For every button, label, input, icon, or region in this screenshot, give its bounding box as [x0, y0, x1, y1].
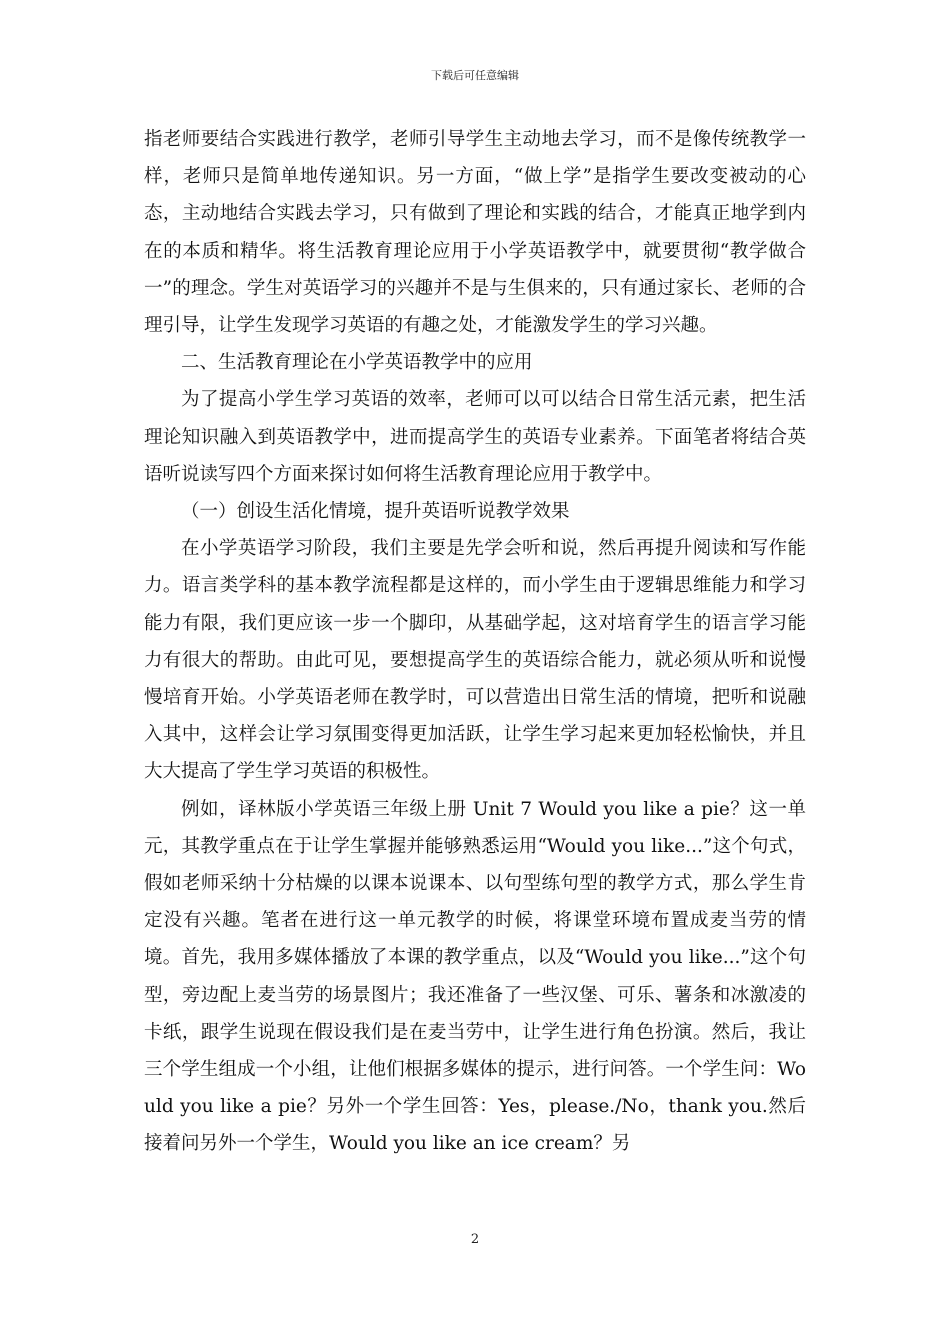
paragraph-continued: 指老师要结合实践进行教学，老师引导学生主动地去学习，而不是像传统教学一样，老师只是简单地传递知识。另一方面，“做上学”是指学生要改变被动的心态，主动地结合实践去学习，只有做到了理论和实践的结合，才能真正地学到内在的本质和精华。将生活教育理论应用于小学英语教学中，就要贯彻“教学做合一”的理念。学生对英语学习的兴趣并不是与生俱来的，只有通过家长、老师的合理引导，让学生发现学习英语的有趣之处，才能激发学生的学习兴趣。 [144, 129, 806, 337]
subsection-heading: （一）创设生活化情境，提升英语听说教学效果 [181, 501, 570, 523]
section-heading: 二、生活教育理论在小学英语教学中的应用 [181, 352, 533, 374]
paragraph: 例如，译林版小学英语三年级上册 Unit 7 Would you like a pie？这一单元，其教学重点在于让学生掌握并能够熟悉运用“Would you like...”这个句式，假如老师采纳十分枯燥的以课本说课本、以句型练句型的教学方式，那么学生肯定没有兴趣。笔者在进行这一单元教学的时候，将课堂环境布置成麦当劳的情境。首先，我用多媒体播放了本课的教学重点，以及“Would you like...”这个句型，旁边配上麦当劳的场景图片；我还准备了一些汉堡、可乐、薯条和冰激凌的卡纸，跟学生说现在假设我们是在麦当劳中，让学生进行角色扮演。然后，我让三个学生组成一个小组，让他们根据多媒体的提示，进行问答。一个学生问：Would you like a pie？另外一个学生回答：Yes，please./No，thank you.然后接着问另外一个学生，Would you like an ice cream？另 [144, 798, 806, 1155]
page-number: 2 [470, 1232, 480, 1247]
paragraph: 为了提高小学生学习英语的效率，老师可以可以结合日常生活元素，把生活理论知识融入到英语教学中，进而提高学生的英语专业素养。下面笔者将结合英语听说读写四个方面来探讨如何将生活教育理论应用于教学中。 [144, 389, 806, 485]
body-text [144, 121, 806, 1163]
page-header: 下载后可任意编辑 [431, 69, 519, 82]
paragraph: 在小学英语学习阶段，我们主要是先学会听和说，然后再提升阅读和写作能力。语言类学科的基本教学流程都是这样的，而小学生由于逻辑思维能力和学习能力有限，我们更应该一步一个脚印，从基础学起，这对培育学生的语言学习能力有很大的帮助。由此可见，要想提高学生的英语综合能力，就必须从听和说慢慢培育开始。小学英语老师在教学时，可以营造出日常生活的情境，把听和说融入其中，这样会让学习氛围变得更加活跃，让学生学习起来更加轻松愉快，并且大大提高了学生学习英语的积极性。 [144, 538, 806, 783]
